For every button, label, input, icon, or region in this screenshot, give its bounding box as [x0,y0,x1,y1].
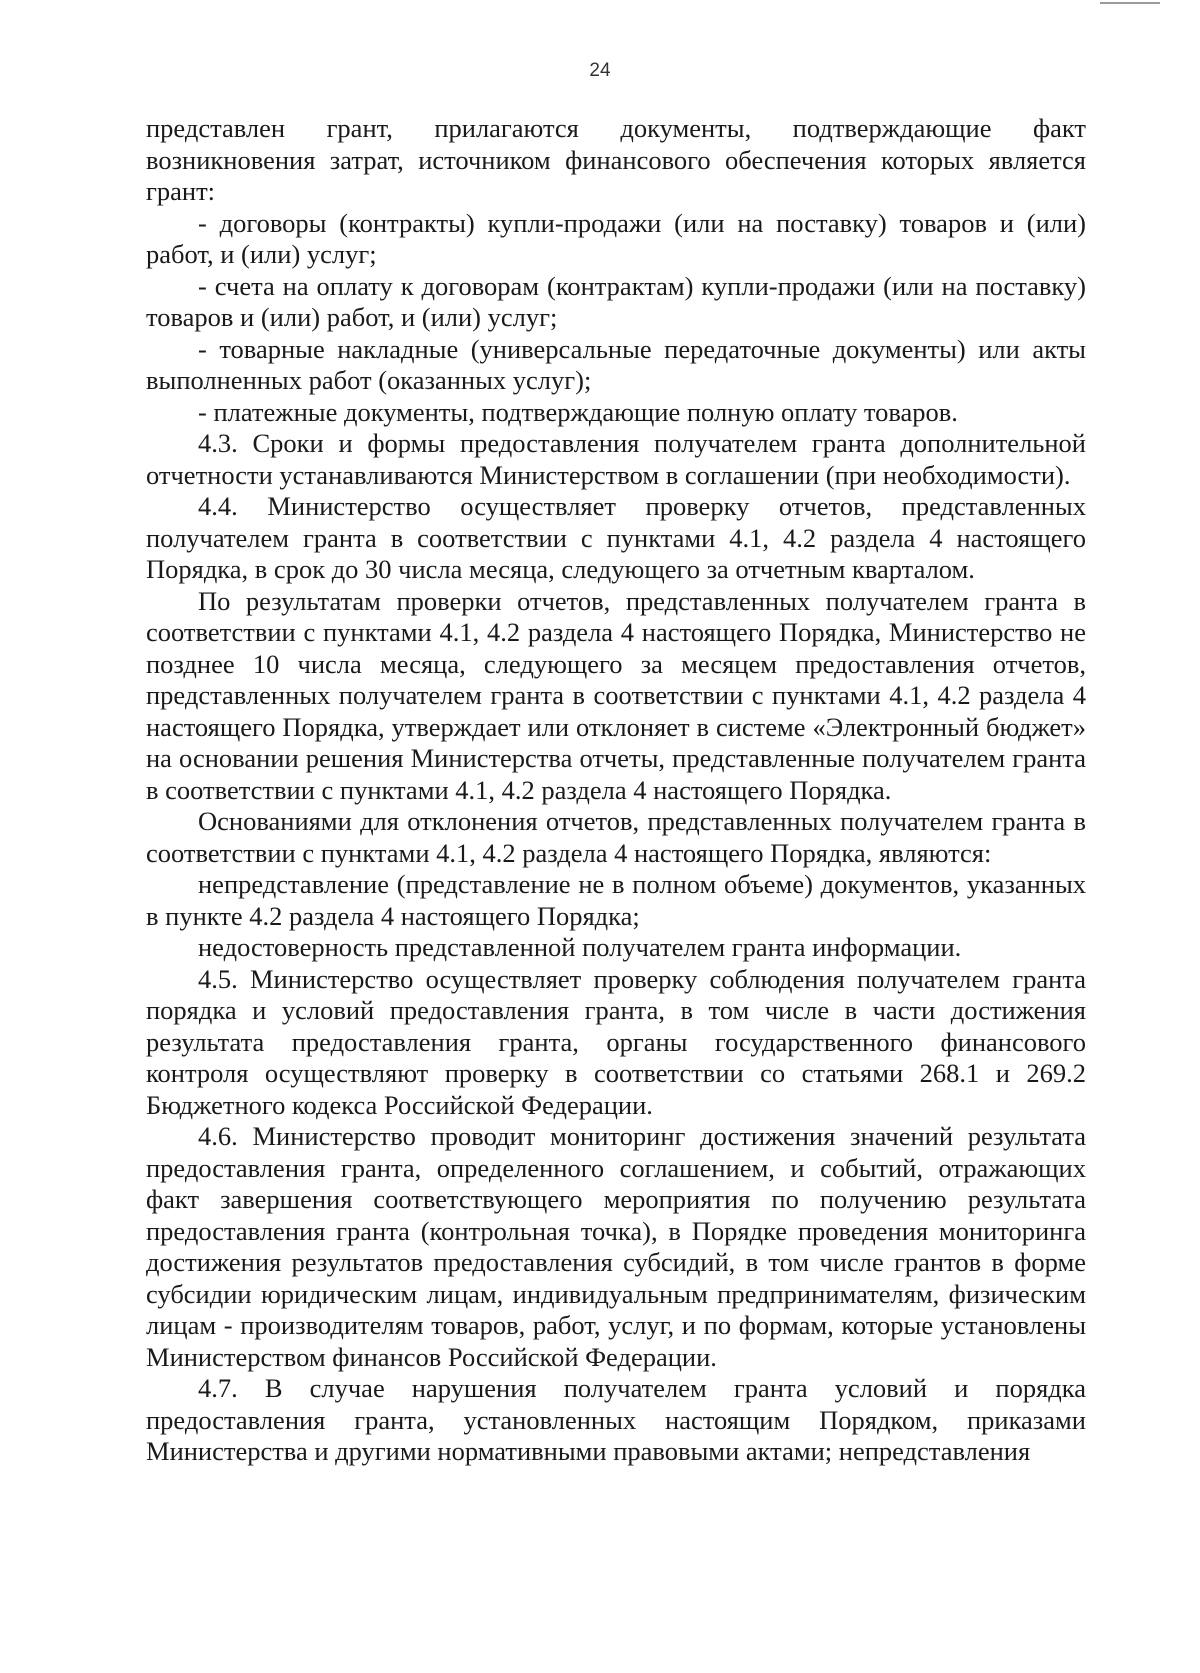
list-item-invoices: - счета на оплату к договорам (контрактам) купли-продажи (или на поставку) товаров и (или) работ, и (или) услуг; [146,270,1086,332]
paragraph-4-7: 4.7. В случае нарушения получателем гранта условий и порядка предоставления гранта, установленных настоящим Порядком, приказами Министерства и другими нормативными правовыми актами; непредставления [146,1373,1086,1466]
paragraph-4-6: 4.6. Министерство проводит мониторинг достижения значений результата предоставления гранта, определенного соглашением, и событий, отражающих факт завершения соответствующего мероприятия по получению результата предоставления гранта (контрольная точка), в Порядке проведения мониторинга достижения результатов предоставления субсидий, в том числе грантов в форме субсидии юридическим лицам, индивидуальным предпринимателям, физическим лицам - производителям товаров, работ, услуг, и по формам, которые установлены Министерством финансов Российской Федерации. [146,1121,1086,1372]
list-item-waybills: - товарные накладные (универсальные передаточные документы) или акты выполненных работ (оказанных услуг); [146,333,1086,395]
paragraph-4-3: 4.3. Сроки и формы предоставления получателем гранта дополнительной отчетности устанавливаются Министерством в соглашении (при необходимости). [146,428,1086,490]
paragraph-4-4: 4.4. Министерство осуществляет проверку отчетов, представленных получателем гранта в соответствии с пунктами 4.1, 4.2 раздела 4 настоящего Порядка, в срок до 30 числа месяца, следующего за отчетным кварталом. [146,491,1086,584]
paragraph-rejection-grounds: Основаниями для отклонения отчетов, представленных получателем гранта в соответствии с пунктами 4.1, 4.2 раздела 4 настоящего Порядка, являются: [146,806,1086,868]
paragraph-nonsubmission: непредставление (представление не в полном объеме) документов, указанных в пункте 4.2 раздела 4 настоящего Порядка; [146,869,1086,931]
paragraph-report-review: По результатам проверки отчетов, представленных получателем гранта в соответствии с пунктами 4.1, 4.2 раздела 4 настоящего Порядка, Министерство не позднее 10 числа месяца, следующего за месяцем предоставления отчетов, представленных получателем гранта в соответствии с пунктами 4.1, 4.2 раздела 4 настоящего Порядка, утверждает или отклоняет в системе «Электронный бюджет» на основании решения Министерства отчеты, представленные получателем гранта в соответствии с пунктами 4.1, 4.2 раздела 4 настоящего Порядка. [146,585,1086,805]
paragraph-grant-documents-intro: представлен грант, прилагаются документы, подтверждающие факт возникновения затрат, источником финансового обеспечения которых является грант: [146,113,1086,206]
list-item-contracts: - договоры (контракты) купли-продажи (или на поставку) товаров и (или) работ, и (или) услуг; [146,207,1086,269]
paragraph-4-5: 4.5. Министерство осуществляет проверку соблюдения получателем гранта порядка и условий предоставления гранта, в том числе в части достижения результата предоставления гранта, органы государственного финансового контроля осуществляют проверку в соответствии со статьями 268.1 и 269.2 Бюджетного кодекса Российской Федерации. [146,963,1086,1120]
paragraph-unreliability: недостоверность представленной получателем гранта информации. [198,932,962,962]
document-body [146,113,1086,1468]
page-number: 24 [589,60,611,81]
list-item-payment-documents: - платежные документы, подтверждающие полную оплату товаров. [198,396,958,427]
scan-edge-mark [1100,2,1160,4]
